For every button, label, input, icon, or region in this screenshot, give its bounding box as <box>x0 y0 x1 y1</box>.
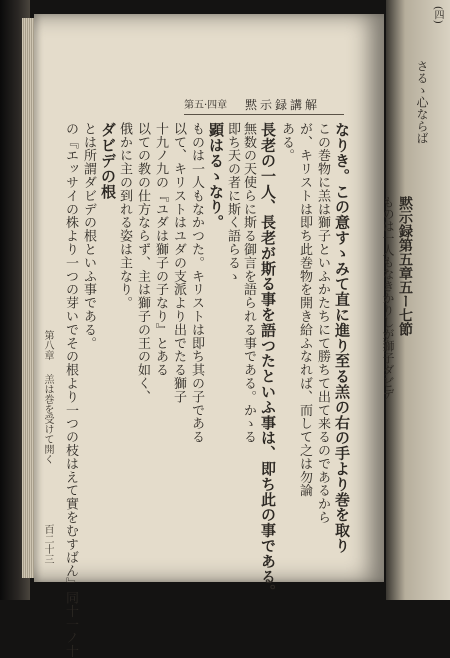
text-column: ダビデの根 <box>99 122 117 199</box>
right-header: (四) <box>432 6 443 24</box>
right-text-column: ものは一人もなきかりしが獅子ダビデ <box>381 196 395 400</box>
header-chapter: 第五·四章 <box>184 100 228 111</box>
text-column: 以ての教の仕方ならず、主は獅子の王の如く、 <box>135 122 150 404</box>
margin-page-label: 第八章 <box>42 330 53 360</box>
text-column: なりき。この意すゝみて直に進り至る羔の右の手より巻を取り <box>333 122 351 554</box>
text-column: とは所謂ダビデの根といふ事である。 <box>81 122 96 350</box>
text-column: 以て、キリストはユダの支派より出でたる獅子 <box>171 122 186 404</box>
left-page <box>34 14 384 658</box>
right-page <box>381 0 450 600</box>
margin-note: 羔は巻を受けて開く <box>42 374 53 464</box>
header-title: 黙示録講解 <box>244 98 320 112</box>
text-column: この巻物に羔は獅子といふかたちにて勝ちて出て来るのであるから <box>315 122 330 524</box>
text-column: 長老の一人、長老が斯る事を語つたといふ事は、即ち此の事である。 <box>259 122 277 600</box>
text-column: ものは一人もなかつた。キリストは即ち其の子である <box>189 122 204 444</box>
text-column: の『エッサイの株より一つの芽いでその根より一つの枝はえて實をむすばん』同十一ノ十 <box>63 122 78 658</box>
text-column: 顕はるゝなり。 <box>207 122 225 230</box>
text-column: ある。 <box>279 122 294 163</box>
text-column: 十九ノ九の『ユダは獅子の子なり』とある <box>153 122 168 377</box>
text-column: が、キリストは即ち此巻物を開き給ふなれば、而して之は勿論 <box>297 122 312 498</box>
right-text-column: 黙示録第五章五ー七節 <box>397 196 413 336</box>
page-number: 百二十三 <box>42 524 53 564</box>
text-column: 無数の天使らに斯る御言を語られる事である。かゝる <box>241 122 256 444</box>
text-column: 俄かに主の到れる姿は主なり。 <box>117 122 132 310</box>
text-column: 即ち天の者に斯く語らるゝ <box>225 122 240 283</box>
running-header <box>184 96 344 115</box>
right-text-column: さるゝ心ならば <box>415 60 429 144</box>
